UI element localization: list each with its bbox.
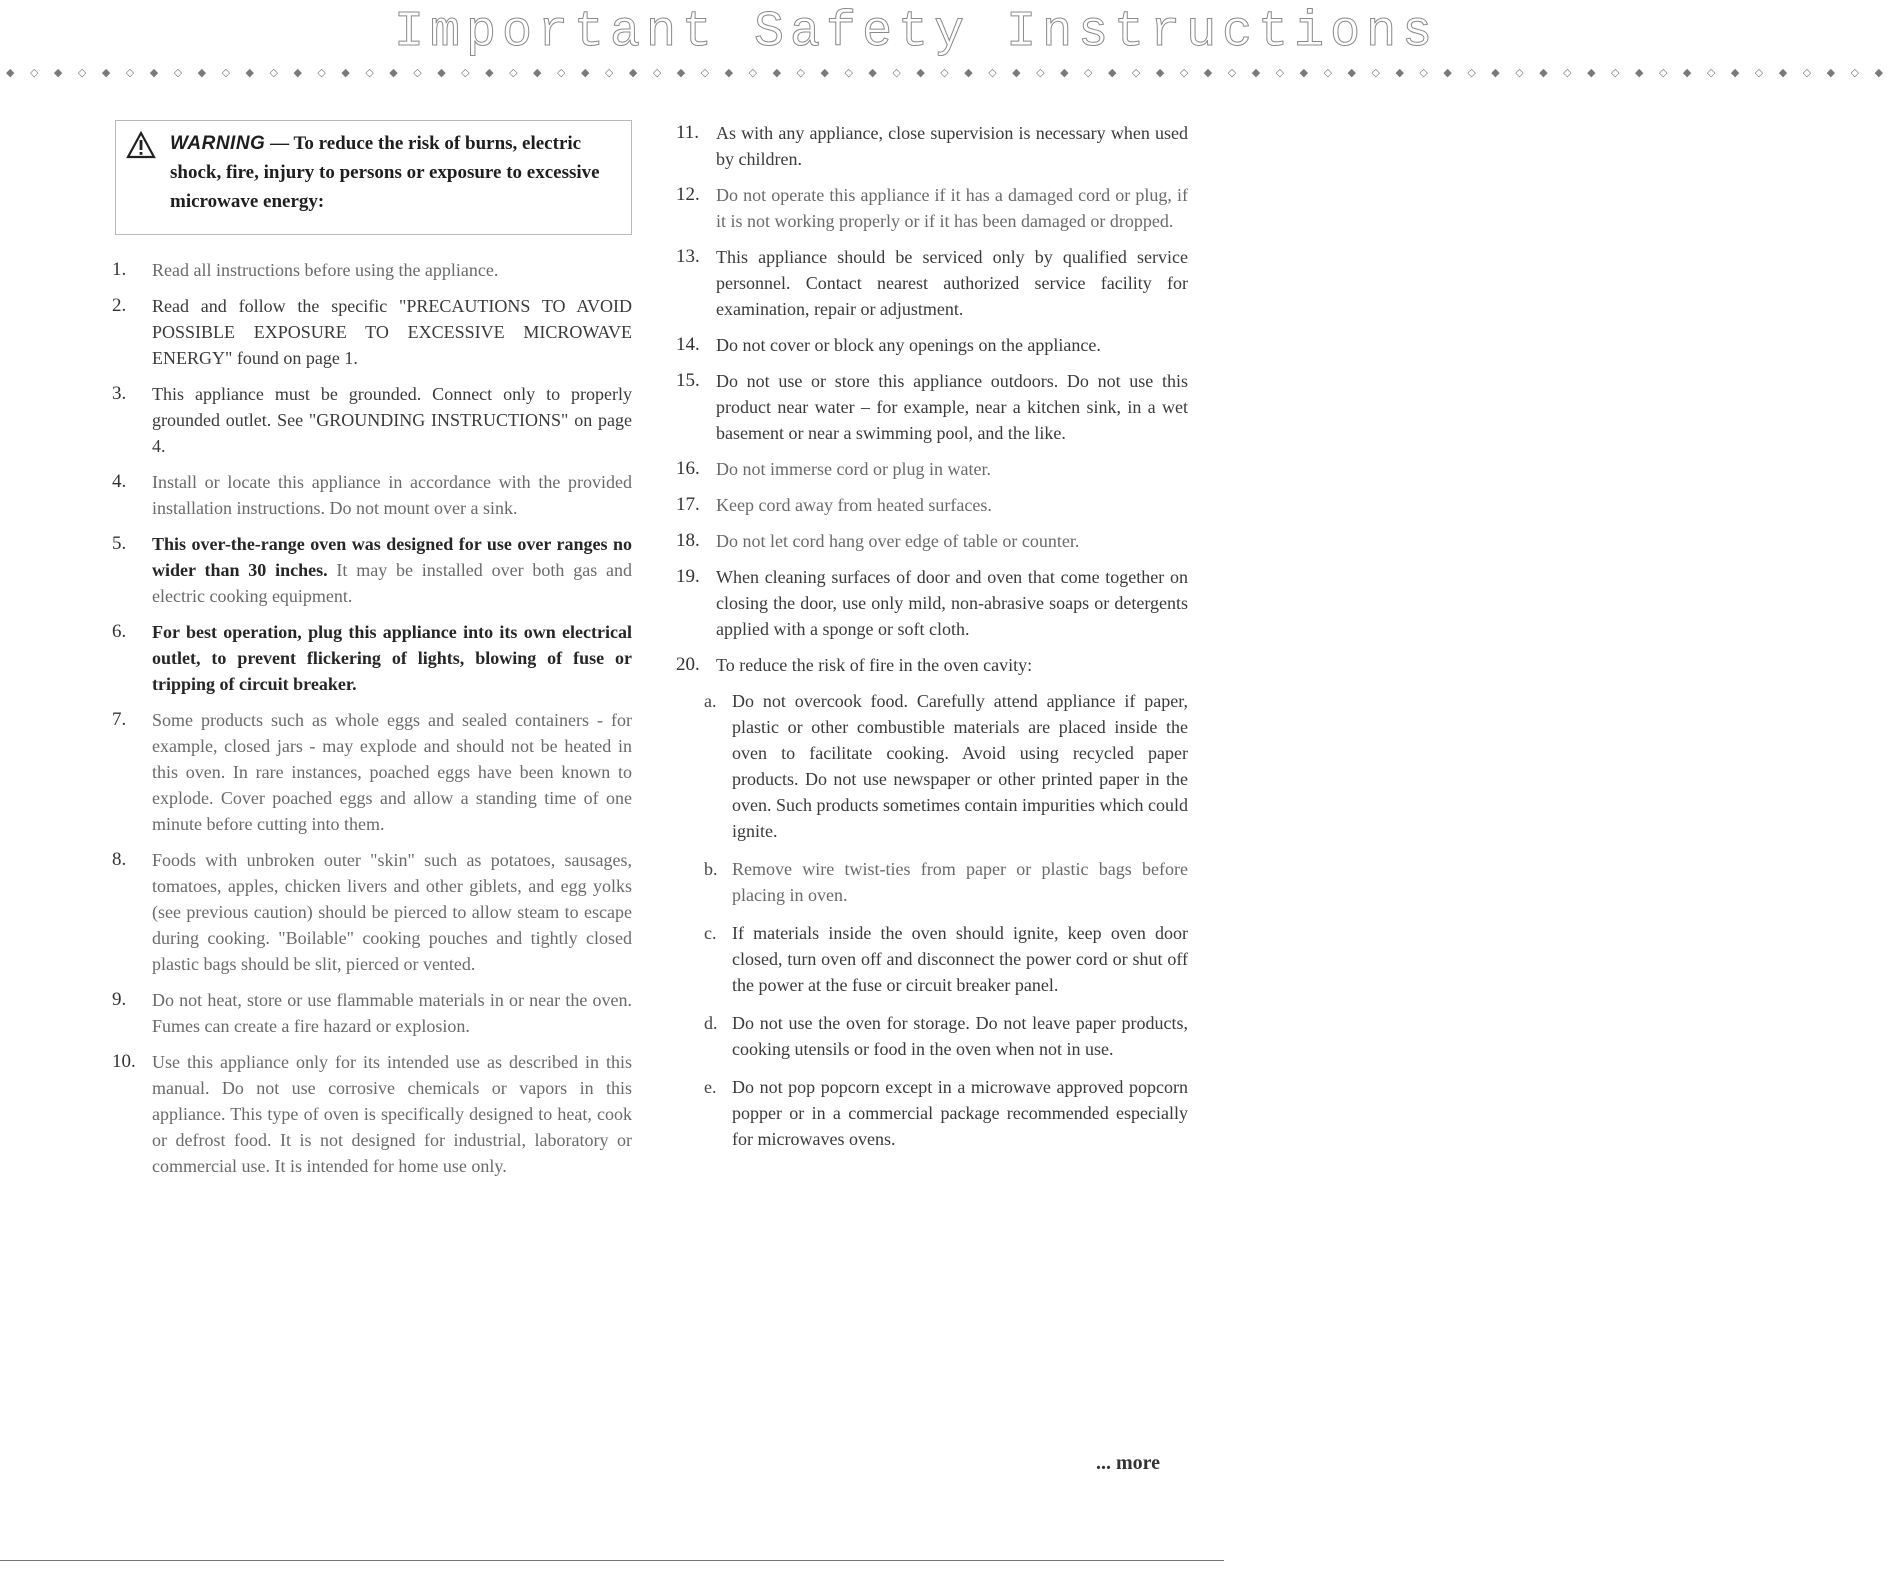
warning-box bbox=[115, 120, 632, 235]
item-text: This appliance should be serviced only by qualified service personnel. Contact nearest authorized service facility for examination, repair or adjustment. bbox=[716, 247, 1188, 319]
item-number: 7. bbox=[112, 709, 127, 730]
list-item bbox=[112, 847, 632, 977]
item-number: 8. bbox=[112, 849, 127, 870]
warning-triangle-icon bbox=[126, 131, 156, 159]
warning-statement bbox=[170, 129, 621, 216]
decorative-diamond-rule: ◆ ◇ ◆ ◇ ◆ ◇ ◆ ◇ ◆ ◇ ◆ ◇ ◆ ◇ ◆ ◇ ◆ ◇ ◆ ◇ ◆ ◇ ◆ ◇ ◆ ◇ ◆ ◇ ◆ ◇ ◆ ◇ ◆ ◇ ◆ ◇ ◆ ◇ ◆ ◇ ◆ ◇ ◆ ◇ ◆ ◇ ◆ ◇ ◆ ◇ ◆ ◇ ◆ ◇ ◆ ◇ ◆ ◇ ◆ ◇ ◆ ◇ ◆ ◇ ◆ ◇ ◆ ◇ ◆ ◇ ◆ ◇ ◆ ◇ ◆ ◇ ◆ ◇ ◆ bbox=[6, 66, 1889, 79]
right-column bbox=[676, 120, 1188, 1164]
more-continuation: ... more bbox=[1096, 1452, 1161, 1474]
list-item bbox=[112, 531, 632, 609]
item-text: Do not immerse cord or plug in water. bbox=[716, 459, 991, 479]
list-item bbox=[112, 987, 632, 1039]
item-text: Some products such as whole eggs and sealed containers - for example, closed jars - may explode and should not be heated in this oven. In rare instances, poached eggs have been known to explode. Cover poached eggs and allow a standing time of one minute before cutting into them. bbox=[152, 710, 632, 834]
list-item bbox=[676, 564, 1188, 642]
item-text: Foods with unbroken outer "skin" such as potatoes, sausages, tomatoes, apples, chicken livers and other giblets, and egg yolks (see previous caution) should be pierced to allow steam to escape during cooking. "Boilable" cooking pouches and tightly closed plastic bags should be slit, pierced or vented. bbox=[152, 850, 632, 974]
warning-word: WARNING bbox=[170, 133, 266, 154]
sub-item-text: Remove wire twist-ties from paper or plastic bags before placing in oven. bbox=[732, 859, 1188, 905]
item-number: 3. bbox=[112, 383, 127, 404]
item-number: 6. bbox=[112, 621, 127, 642]
item-text: When cleaning surfaces of door and oven that come together on closing the door, use only mild, non-abrasive soaps or detergents applied with a sponge or soft cloth. bbox=[716, 567, 1188, 639]
sub-item-text: Do not use the oven for storage. Do not leave paper products, cooking utensils or food in the oven when not in use. bbox=[732, 1013, 1188, 1059]
list-item bbox=[112, 381, 632, 459]
item-number: 1. bbox=[112, 259, 127, 280]
list-item bbox=[676, 120, 1188, 172]
sub-item-letter: c. bbox=[704, 923, 717, 943]
item-text: Do not heat, store or use flammable materials in or near the oven. Fumes can create a fire hazard or explosion. bbox=[152, 990, 632, 1036]
list-item bbox=[112, 469, 632, 521]
item-text: Do not use or store this appliance outdoors. Do not use this product near water – for example, near a kitchen sink, in a wet basement or near a swimming pool, and the like. bbox=[716, 371, 1188, 443]
sub-item-text: If materials inside the oven should ignite, keep oven door closed, turn oven off and disconnect the power cord or shut off the power at the fuse or circuit breaker panel. bbox=[732, 923, 1188, 995]
list-item bbox=[676, 244, 1188, 322]
item-text: As with any appliance, close supervision is necessary when used by children. bbox=[716, 123, 1188, 169]
sub-list-item bbox=[704, 856, 1188, 908]
item-number: 15. bbox=[676, 370, 700, 391]
sub-item-letter: b. bbox=[704, 859, 718, 879]
item-number: 4. bbox=[112, 471, 127, 492]
sub-item-text: Do not overcook food. Carefully attend appliance if paper, plastic or other combustible materials are placed inside the oven to facilitate cooking. Avoid using recycled paper products. Do not use newspaper or other printed paper in the oven. Such products sometimes contain impurities which could ignite. bbox=[732, 691, 1188, 841]
item-number: 14. bbox=[676, 334, 700, 355]
item-bold-text: This over-the-range oven was designed for use over ranges no wider than 30 inches. bbox=[152, 534, 632, 580]
item-number: 13. bbox=[676, 246, 700, 267]
item-bold-text: For best operation, plug this appliance into its own electrical outlet, to prevent flickering of lights, blowing of fuse or tripping of circuit breaker. bbox=[152, 622, 632, 694]
item-number: 20. bbox=[676, 654, 700, 675]
item-text: Read all instructions before using the appliance. bbox=[152, 260, 499, 280]
list-item bbox=[676, 368, 1188, 446]
bottom-rule bbox=[0, 1560, 1224, 1561]
page-title: Important Safety Instructions bbox=[394, 4, 1439, 61]
item-number: 2. bbox=[112, 295, 127, 316]
item-text: To reduce the risk of fire in the oven cavity: bbox=[716, 655, 1033, 675]
list-item bbox=[112, 293, 632, 371]
sub-list-item bbox=[704, 1010, 1188, 1062]
item-text: Do not cover or block any openings on the appliance. bbox=[716, 335, 1101, 355]
list-item bbox=[112, 1049, 632, 1179]
left-column bbox=[112, 120, 632, 1189]
list-item bbox=[676, 332, 1188, 358]
list-item bbox=[676, 528, 1188, 554]
item-number: 5. bbox=[112, 533, 127, 554]
list-item bbox=[112, 619, 632, 697]
item-number: 16. bbox=[676, 458, 700, 479]
list-item bbox=[112, 257, 632, 283]
item-text: This appliance must be grounded. Connect only to properly grounded outlet. See "GROUNDING INSTRUCTIONS" on page 4. bbox=[152, 384, 632, 456]
item-number: 19. bbox=[676, 566, 700, 587]
item-number: 11. bbox=[676, 122, 700, 143]
sub-item-text: Do not pop popcorn except in a microwave approved popcorn popper or in a commercial package recommended especially for microwaves ovens. bbox=[732, 1077, 1188, 1149]
sub-item-letter: d. bbox=[704, 1013, 718, 1033]
item-plain-text: It may be installed over both gas and electric cooking equipment. bbox=[152, 560, 632, 606]
item-number: 10. bbox=[112, 1051, 136, 1072]
item-number: 12. bbox=[676, 184, 700, 205]
sub-item-letter: e. bbox=[704, 1077, 717, 1097]
list-item bbox=[676, 182, 1188, 234]
item-text: Use this appliance only for its intended use as described in this manual. Do not use corrosive chemicals or vapors in this appliance. This type of oven is specifically designed to heat, cook or defrost food. It is not designed for industrial, laboratory or commercial use. It is intended for home use only. bbox=[152, 1052, 632, 1176]
item-text: Do not operate this appliance if it has a damaged cord or plug, if it is not working properly or if it has been damaged or dropped. bbox=[716, 185, 1188, 231]
item-text: Install or locate this appliance in accordance with the provided installation instructions. Do not mount over a sink. bbox=[152, 472, 632, 518]
sub-list-item bbox=[704, 688, 1188, 844]
list-item bbox=[676, 652, 1188, 678]
item-number: 18. bbox=[676, 530, 700, 551]
list-item bbox=[676, 456, 1188, 482]
item-text bbox=[152, 531, 632, 609]
sub-list-item bbox=[704, 920, 1188, 998]
list-item bbox=[676, 492, 1188, 518]
sub-item-letter: a. bbox=[704, 691, 717, 711]
item-number: 9. bbox=[112, 989, 127, 1010]
item-text: Read and follow the specific "PRECAUTIONS TO AVOID POSSIBLE EXPOSURE TO EXCESSIVE MICROWAVE ENERGY" found on page 1. bbox=[152, 296, 632, 368]
list-item bbox=[112, 707, 632, 837]
item-text: Keep cord away from heated surfaces. bbox=[716, 495, 992, 515]
warning-body: — To reduce the risk of burns, electric shock, fire, injury to persons or exposure to excessive microwave energy: bbox=[170, 133, 600, 212]
item-number: 17. bbox=[676, 494, 700, 515]
sub-list-item bbox=[704, 1074, 1188, 1152]
item-text: Do not let cord hang over edge of table or counter. bbox=[716, 531, 1080, 551]
